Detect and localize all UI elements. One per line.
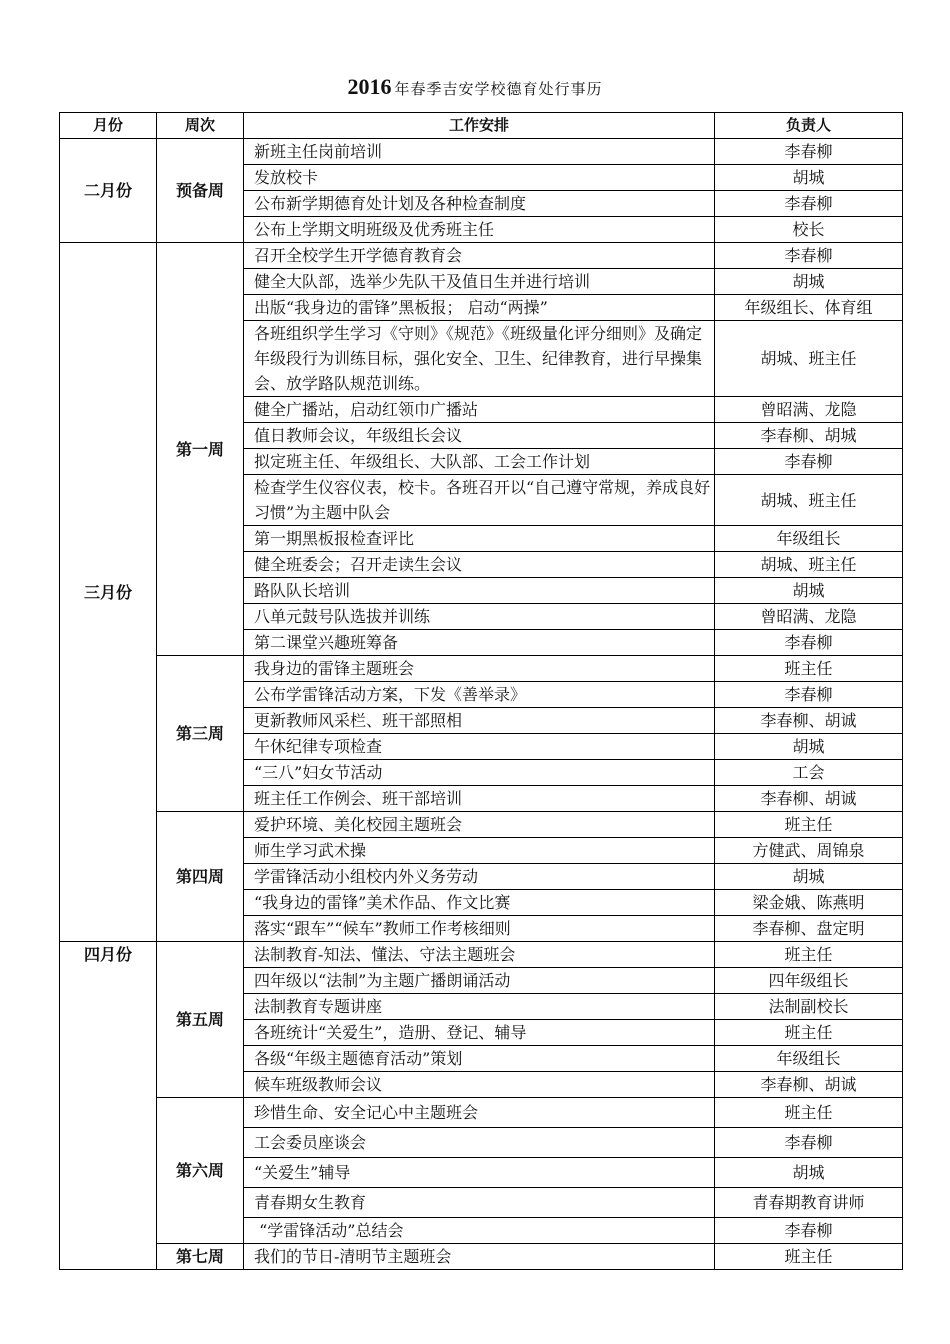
table-row xyxy=(60,139,903,165)
owner-cell: 胡城 xyxy=(715,1158,903,1188)
task-cell: 师生学习武术操 xyxy=(244,838,715,864)
task-cell: 发放校卡 xyxy=(244,165,715,191)
task-cell: “三八”妇女节活动 xyxy=(244,760,715,786)
owner-cell: 胡城、班主任 xyxy=(715,552,903,578)
owner-cell: 李春柳 xyxy=(715,449,903,475)
task-cell: 青春期女生教育 xyxy=(244,1188,715,1218)
owner-cell: 李春柳 xyxy=(715,1128,903,1158)
task-cell: 更新教师风采栏、班干部照相 xyxy=(244,708,715,734)
owner-cell: 梁金娥、陈燕明 xyxy=(715,890,903,916)
month-cell: 四月份 xyxy=(60,942,157,1270)
task-cell: 落实“跟车”“候车”教师工作考核细则 xyxy=(244,916,715,942)
task-cell: 健全广播站，启动红领巾广播站 xyxy=(244,397,715,423)
week-cell: 第六周 xyxy=(157,1098,244,1244)
owner-cell: 李春柳、胡诚 xyxy=(715,708,903,734)
task-cell: 珍惜生命、安全记心中主题班会 xyxy=(244,1098,715,1128)
header-row xyxy=(60,113,903,139)
owner-cell: 胡城、班主任 xyxy=(715,475,903,526)
week-cell: 预备周 xyxy=(157,139,244,243)
task-cell: 第一期黑板报检查评比 xyxy=(244,526,715,552)
task-cell: 法制教育专题讲座 xyxy=(244,994,715,1020)
table-row xyxy=(60,243,903,269)
owner-cell: 李春柳、胡诚 xyxy=(715,1072,903,1098)
header-task: 工作安排 xyxy=(244,113,715,139)
task-cell: 午休纪律专项检查 xyxy=(244,734,715,760)
task-cell: 班主任工作例会、班干部培训 xyxy=(244,786,715,812)
task-cell: 值日教师会议，年级组长会议 xyxy=(244,423,715,449)
task-cell: 公布学雷锋活动方案，下发《善举录》 xyxy=(244,682,715,708)
week-cell: 第一周 xyxy=(157,243,244,656)
owner-cell: 班主任 xyxy=(715,1020,903,1046)
title-text: 年春季吉安学校德育处行事历 xyxy=(394,80,603,98)
owner-cell: 曾昭满、龙隐 xyxy=(715,397,903,423)
task-cell: “我身边的雷锋”美术作品、作文比赛 xyxy=(244,890,715,916)
owner-cell: 曾昭满、龙隐 xyxy=(715,604,903,630)
owner-cell: 李春柳、盘定明 xyxy=(715,916,903,942)
month-cell: 二月份 xyxy=(60,139,157,243)
task-cell: 各班组织学生学习《守则》《规范》《班级量化评分细则》及确定年级段行为训练目标，强化安全、卫生、纪律教育，进行早操集会、放学路队规范训练。 xyxy=(244,321,715,397)
week-cell: 第三周 xyxy=(157,656,244,812)
task-cell: 我们的节日-清明节主题班会 xyxy=(244,1244,715,1270)
owner-cell: 班主任 xyxy=(715,1244,903,1270)
header-week: 周次 xyxy=(157,113,244,139)
owner-cell: 李春柳、胡城 xyxy=(715,423,903,449)
task-cell: 第二课堂兴趣班筹备 xyxy=(244,630,715,656)
title-year: 2016 xyxy=(347,74,392,99)
task-cell: 各级“年级主题德育活动”策划 xyxy=(244,1046,715,1072)
task-cell: 候车班级教师会议 xyxy=(244,1072,715,1098)
table-row xyxy=(60,1244,903,1270)
task-cell: 我身边的雷锋主题班会 xyxy=(244,656,715,682)
task-cell: 健全大队部，选举少先队干及值日生并进行培训 xyxy=(244,269,715,295)
task-cell: 各班统计“关爱生”，造册、登记、辅导 xyxy=(244,1020,715,1046)
owner-cell: 班主任 xyxy=(715,812,903,838)
owner-cell: 校长 xyxy=(715,217,903,243)
owner-cell: 李春柳 xyxy=(715,682,903,708)
task-cell: 检查学生仪容仪表，校卡。各班召开以“自己遵守常规，养成良好习惯”为主题中队会 xyxy=(244,475,715,526)
owner-cell: 胡城 xyxy=(715,864,903,890)
task-cell: 路队队长培训 xyxy=(244,578,715,604)
owner-cell: 工会 xyxy=(715,760,903,786)
header-owner: 负责人 xyxy=(715,113,903,139)
task-cell: 新班主任岗前培训 xyxy=(244,139,715,165)
page-title xyxy=(0,74,950,100)
owner-cell: 班主任 xyxy=(715,1098,903,1128)
owner-cell: 胡城 xyxy=(715,578,903,604)
owner-cell: 李春柳 xyxy=(715,191,903,217)
owner-cell: 胡城 xyxy=(715,269,903,295)
table-row xyxy=(60,942,903,968)
header-month: 月份 xyxy=(60,113,157,139)
owner-cell: 胡城 xyxy=(715,734,903,760)
task-cell: 法制教育-知法、懂法、守法主题班会 xyxy=(244,942,715,968)
owner-cell: 李春柳 xyxy=(715,139,903,165)
owner-cell: 年级组长 xyxy=(715,526,903,552)
owner-cell: 李春柳、胡诚 xyxy=(715,786,903,812)
table-row xyxy=(60,1098,903,1128)
owner-cell: 李春柳 xyxy=(715,630,903,656)
task-cell: 学雷锋活动小组校内外义务劳动 xyxy=(244,864,715,890)
task-cell: 工会委员座谈会 xyxy=(244,1128,715,1158)
week-cell: 第四周 xyxy=(157,812,244,942)
month-cell: 三月份 xyxy=(60,243,157,942)
task-cell: “学雷锋活动”总结会 xyxy=(244,1218,715,1244)
table-row xyxy=(60,812,903,838)
week-cell: 第七周 xyxy=(157,1244,244,1270)
task-cell: 四年级以“法制”为主题广播朗诵活动 xyxy=(244,968,715,994)
task-cell: 出版“我身边的雷锋”黑板报； 启动“两操” xyxy=(244,295,715,321)
task-cell: “关爱生”辅导 xyxy=(244,1158,715,1188)
week-cell: 第五周 xyxy=(157,942,244,1098)
task-cell: 拟定班主任、年级组长、大队部、工会工作计划 xyxy=(244,449,715,475)
owner-cell: 胡城 xyxy=(715,165,903,191)
owner-cell: 法制副校长 xyxy=(715,994,903,1020)
owner-cell: 年级组长、体育组 xyxy=(715,295,903,321)
owner-cell: 李春柳 xyxy=(715,1218,903,1244)
task-cell: 公布新学期德育处计划及各种检查制度 xyxy=(244,191,715,217)
task-cell: 健全班委会；召开走读生会议 xyxy=(244,552,715,578)
table-row xyxy=(60,656,903,682)
owner-cell: 方健武、周锦泉 xyxy=(715,838,903,864)
owner-cell: 班主任 xyxy=(715,942,903,968)
owner-cell: 胡城、班主任 xyxy=(715,321,903,397)
schedule-table xyxy=(59,112,903,1270)
task-cell: 公布上学期文明班级及优秀班主任 xyxy=(244,217,715,243)
owner-cell: 李春柳 xyxy=(715,243,903,269)
owner-cell: 班主任 xyxy=(715,656,903,682)
owner-cell: 四年级组长 xyxy=(715,968,903,994)
task-cell: 八单元鼓号队选拔并训练 xyxy=(244,604,715,630)
task-cell: 爱护环境、美化校园主题班会 xyxy=(244,812,715,838)
owner-cell: 青春期教育讲师 xyxy=(715,1188,903,1218)
owner-cell: 年级组长 xyxy=(715,1046,903,1072)
task-cell: 召开全校学生开学德育教育会 xyxy=(244,243,715,269)
